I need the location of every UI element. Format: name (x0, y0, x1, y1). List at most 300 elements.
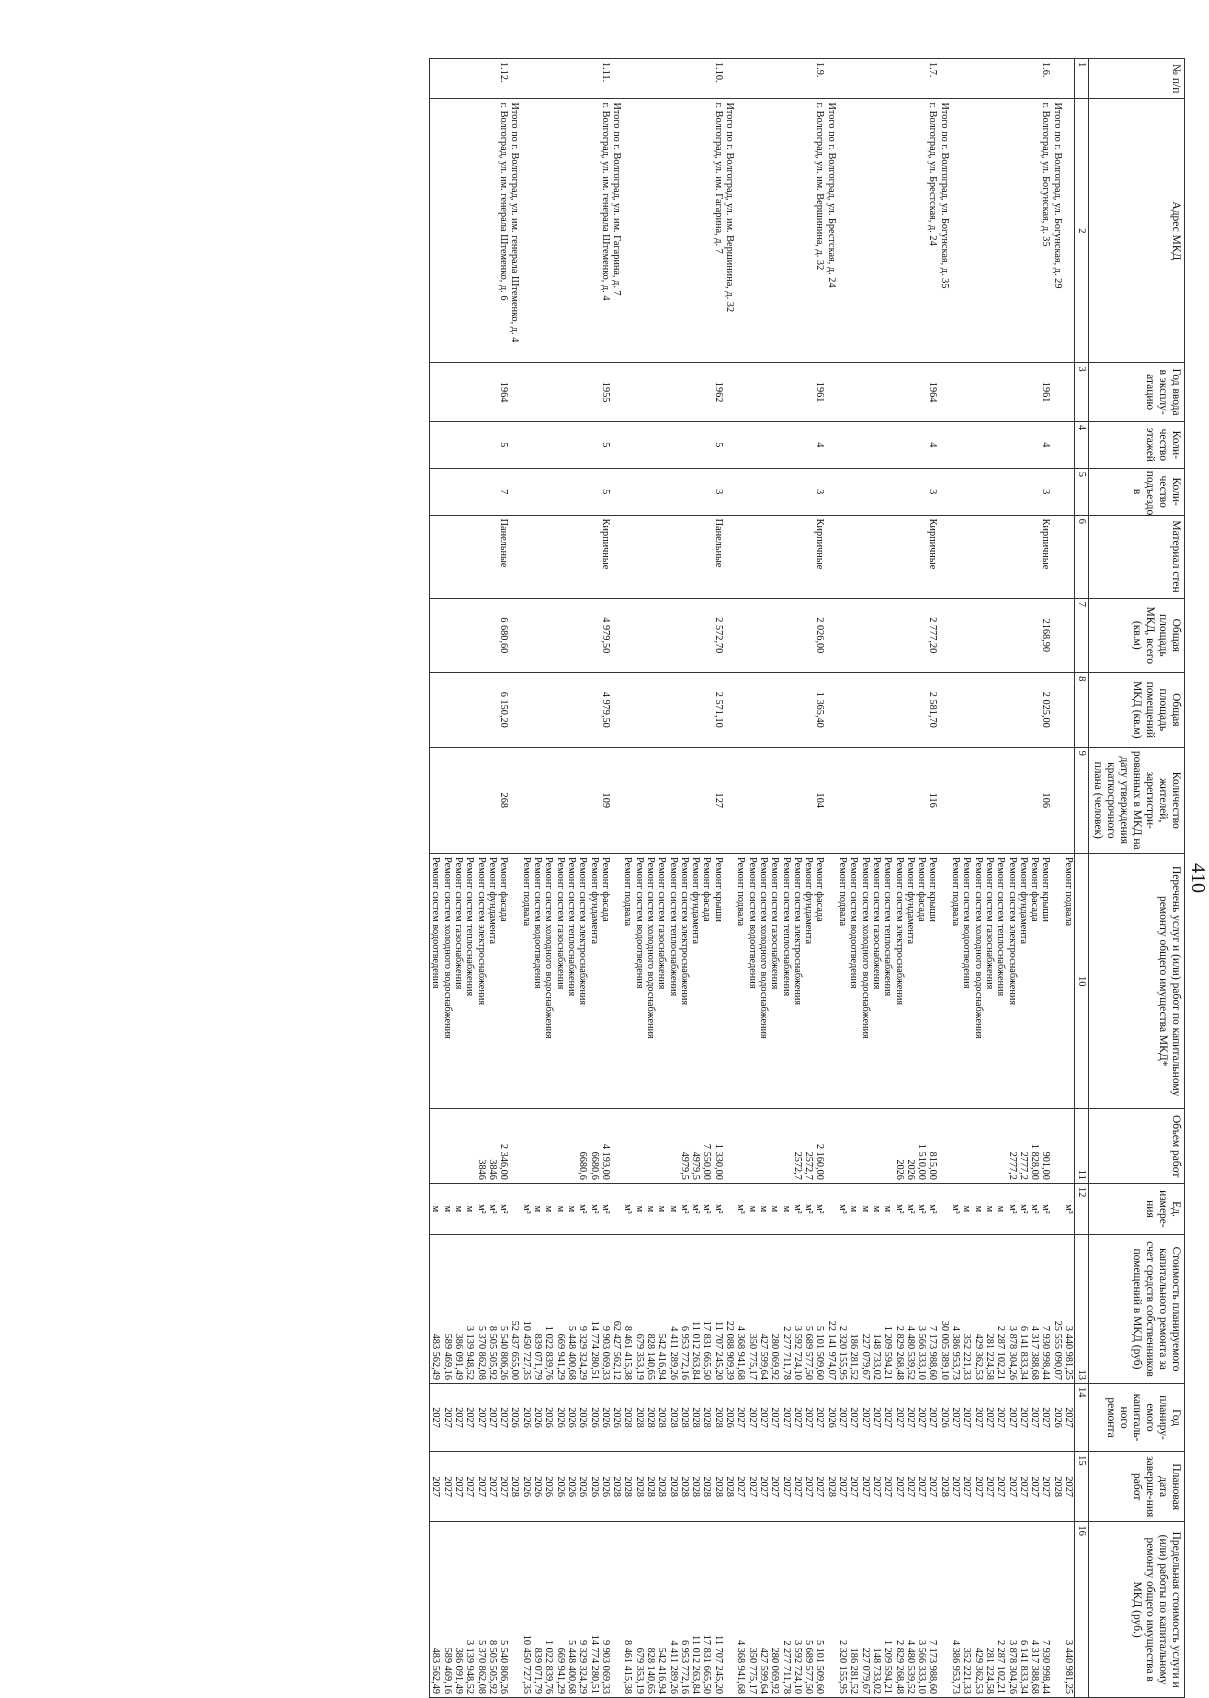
cell-residents (984, 747, 995, 853)
cell-unit: м² (498, 1183, 509, 1234)
cell-address (656, 99, 667, 363)
cell-row-number (667, 59, 678, 99)
cell-premises-area (984, 673, 995, 748)
table-row (1029, 59, 1040, 1698)
cell-entrances (679, 468, 690, 515)
cell-repair-cost: 352 221,33 (961, 1234, 972, 1383)
cell-floors (475, 421, 486, 468)
cell-row-number: 1.12. (498, 59, 509, 99)
capital-repair-table (429, 58, 1185, 1698)
cell-year-built (509, 363, 520, 422)
cell-repair-year: 2027 (984, 1383, 995, 1451)
cell-repair-cost: 5 101 509,60 (814, 1234, 825, 1383)
cell-floors: 5 (498, 421, 509, 468)
cell-year-built (566, 363, 577, 422)
cell-work-volume (882, 1109, 893, 1184)
cell-work-type: Ремонт фасада (814, 853, 825, 1108)
cell-year-built (1051, 363, 1062, 422)
cell-repair-cost: 22 141 974,07 (825, 1234, 836, 1383)
cell-residents (1018, 747, 1029, 853)
cell-year-built (611, 363, 622, 422)
cell-year-built (848, 363, 859, 422)
cell-row-number: 1.10. (713, 59, 724, 99)
cell-entrances (995, 468, 1006, 515)
cell-work-type: Ремонт систем водоотведения (430, 853, 442, 1108)
cell-work-type: Ремонт систем теплоснабжения (780, 853, 791, 1108)
cell-entrances (430, 468, 442, 515)
cell-residents (566, 747, 577, 853)
cell-max-cost: 9 329 324,29 (577, 1522, 588, 1698)
cell-floors (453, 421, 464, 468)
cell-wall-material (645, 515, 656, 598)
cell-max-cost: 5 370 862,08 (475, 1522, 486, 1698)
cell-entrances (984, 468, 995, 515)
cell-residents (735, 747, 746, 853)
cell-unit: м (984, 1183, 995, 1234)
cell-entrances (645, 468, 656, 515)
cell-completion-date: 2028 (633, 1452, 644, 1522)
cell-residents (961, 747, 972, 853)
cell-premises-area: 2 025,00 (1040, 673, 1051, 748)
cell-row-number (1051, 59, 1062, 99)
cell-completion-date: 2028 (724, 1452, 735, 1522)
cell-repair-year: 2027 (905, 1383, 916, 1451)
cell-floors (430, 421, 442, 468)
cell-work-type: Ремонт подвала (1063, 853, 1075, 1108)
cell-repair-cost: 483 562,49 (430, 1234, 442, 1383)
cell-repair-year: 2027 (995, 1383, 1006, 1451)
cell-unit: м² (803, 1183, 814, 1234)
cell-repair-year: 2026 (577, 1383, 588, 1451)
cell-entrances (746, 468, 757, 515)
cell-residents (509, 747, 520, 853)
cell-total-area (566, 598, 577, 673)
cell-total-area (1029, 598, 1040, 673)
cell-max-cost: 5 448 400,68 (566, 1522, 577, 1698)
cell-max-cost: 6 953 772,16 (679, 1522, 690, 1698)
cell-address (746, 99, 757, 363)
cell-year-built (792, 363, 803, 422)
cell-repair-cost: 2 320 155,95 (837, 1234, 848, 1383)
cell-entrances (566, 468, 577, 515)
table-row (475, 59, 486, 1698)
cell-entrances (882, 468, 893, 515)
cell-max-cost (509, 1522, 520, 1698)
cell-unit: м² (927, 1183, 938, 1234)
cell-residents (554, 747, 565, 853)
cell-max-cost: 227 079,67 (859, 1522, 870, 1698)
cell-completion-date: 2027 (1029, 1452, 1040, 1522)
cell-floors (950, 421, 961, 468)
cell-repair-year: 2026 (938, 1383, 949, 1451)
cell-total-area (554, 598, 565, 673)
cell-work-volume (464, 1109, 475, 1184)
cell-repair-cost: 17 831 665,50 (701, 1234, 712, 1383)
cell-work-type: Ремонт фундамента (487, 853, 498, 1108)
cell-work-volume: 2777,2 (1018, 1109, 1029, 1184)
cell-row-number (656, 59, 667, 99)
cell-repair-year: 2027 (735, 1383, 746, 1451)
cell-premises-area (769, 673, 780, 748)
cell-floors (577, 421, 588, 468)
cell-total-area (633, 598, 644, 673)
cell-premises-area (825, 673, 836, 748)
cell-wall-material (848, 515, 859, 598)
table-row (1040, 59, 1051, 1698)
cell-repair-cost: 227 079,67 (859, 1234, 870, 1383)
cell-wall-material (961, 515, 972, 598)
cell-work-type: Ремонт подвала (735, 853, 746, 1108)
cell-floors (701, 421, 712, 468)
cell-address: г. Волгоград, ул. Брестская, д. 24 (927, 99, 938, 363)
cell-max-cost: 148 733,02 (871, 1522, 882, 1698)
cell-repair-cost: 4 368 941,68 (735, 1234, 746, 1383)
cell-work-volume (837, 1109, 848, 1184)
cell-wall-material (633, 515, 644, 598)
cell-repair-cost: 280 069,92 (769, 1234, 780, 1383)
cell-wall-material (430, 515, 442, 598)
cell-row-number (577, 59, 588, 99)
cell-unit: м (746, 1183, 757, 1234)
table-row (792, 59, 803, 1698)
cell-max-cost (724, 1522, 735, 1698)
cell-floors (848, 421, 859, 468)
cell-year-built: 1961 (814, 363, 825, 422)
cell-work-type: Ремонт фасада (600, 853, 611, 1108)
cell-residents (1029, 747, 1040, 853)
cell-floors: 5 (600, 421, 611, 468)
cell-unit: м (769, 1183, 780, 1234)
cell-entrances (1029, 468, 1040, 515)
cell-unit: м² (1006, 1183, 1017, 1234)
cell-entrances: 3 (1040, 468, 1051, 515)
cell-row-number (916, 59, 927, 99)
cell-unit: м (566, 1183, 577, 1234)
cell-address (792, 99, 803, 363)
cell-year-built (837, 363, 848, 422)
cell-repair-cost: 186 281,52 (848, 1234, 859, 1383)
cell-year-built: 1962 (713, 363, 724, 422)
cell-premises-area: 2 571,10 (713, 673, 724, 748)
cell-address (961, 99, 972, 363)
cell-row-number (611, 59, 622, 99)
cell-row-number (464, 59, 475, 99)
cell-address (780, 99, 791, 363)
cell-entrances: 7 (498, 468, 509, 515)
cell-work-type: Ремонт подвала (837, 853, 848, 1108)
cell-repair-cost: 3 139 948,52 (464, 1234, 475, 1383)
cell-floors (441, 421, 452, 468)
cell-max-cost: 350 775,17 (746, 1522, 757, 1698)
cell-address (1029, 99, 1040, 363)
cell-work-type: Ремонт систем водоотведения (961, 853, 972, 1108)
cell-wall-material (984, 515, 995, 598)
cell-repair-cost: 2 277 711,78 (780, 1234, 791, 1383)
cell-floors (735, 421, 746, 468)
table-row (464, 59, 475, 1698)
cell-row-number (430, 59, 442, 99)
cell-row-number (859, 59, 870, 99)
cell-repair-year: 2027 (972, 1383, 983, 1451)
cell-entrances (701, 468, 712, 515)
cell-floors (803, 421, 814, 468)
cell-year-built (984, 363, 995, 422)
cell-completion-date: 2027 (984, 1452, 995, 1522)
header-cell: Коли-чество этажей (1089, 421, 1185, 468)
cell-repair-cost: 7 930 998,44 (1040, 1234, 1051, 1383)
cell-wall-material: Кирпичные (927, 515, 938, 598)
cell-floors (780, 421, 791, 468)
cell-floors (667, 421, 678, 468)
cell-work-type: Ремонт систем теплоснабжения (464, 853, 475, 1108)
cell-work-volume: 1 510,00 (916, 1109, 927, 1184)
cell-row-number (509, 59, 520, 99)
cell-work-volume (520, 1109, 531, 1184)
cell-max-cost: 10 450 727,35 (520, 1522, 531, 1698)
cell-max-cost: 589 469,16 (441, 1522, 452, 1698)
table-row (543, 59, 554, 1698)
cell-work-type: Ремонт систем электроснабжения (893, 853, 904, 1108)
cell-premises-area (441, 673, 452, 748)
cell-max-cost: 11 707 245,20 (713, 1522, 724, 1698)
cell-entrances (667, 468, 678, 515)
cell-total-area (1051, 598, 1062, 673)
table-row (600, 59, 611, 1698)
cell-repair-cost: 10 450 727,35 (520, 1234, 531, 1383)
cell-repair-cost: 1 022 839,76 (543, 1234, 554, 1383)
cell-premises-area (905, 673, 916, 748)
cell-work-type (509, 853, 520, 1108)
table-row (780, 59, 791, 1698)
cell-address: Итого по г. Волгоград, ул. им. Гагарина, д. 7 (611, 99, 622, 363)
table-row (984, 59, 995, 1698)
cell-row-number (588, 59, 599, 99)
cell-max-cost: 1 209 594,21 (882, 1522, 893, 1698)
cell-floors: 4 (1040, 421, 1051, 468)
cell-year-built: 1955 (600, 363, 611, 422)
cell-wall-material (837, 515, 848, 598)
cell-premises-area (758, 673, 769, 748)
cell-total-area (1018, 598, 1029, 673)
cell-unit: м (532, 1183, 543, 1234)
cell-row-number (679, 59, 690, 99)
cell-unit (509, 1183, 520, 1234)
cell-work-type: Ремонт систем холодного водоснабжения (645, 853, 656, 1108)
cell-completion-date: 2026 (543, 1452, 554, 1522)
cell-address (769, 99, 780, 363)
cell-year-built (758, 363, 769, 422)
cell-floors (690, 421, 701, 468)
cell-completion-date: 2028 (645, 1452, 656, 1522)
cell-repair-cost: 9 903 069,33 (600, 1234, 611, 1383)
cell-premises-area (837, 673, 848, 748)
column-number: 3 (1075, 363, 1089, 422)
cell-unit: м³ (622, 1183, 633, 1234)
cell-residents (611, 747, 622, 853)
cell-premises-area (487, 673, 498, 748)
table-row (713, 59, 724, 1698)
cell-row-number (554, 59, 565, 99)
cell-unit: м² (487, 1183, 498, 1234)
cell-entrances (1063, 468, 1075, 515)
column-number: 2 (1075, 99, 1089, 363)
cell-floors (1051, 421, 1062, 468)
cell-total-area (746, 598, 757, 673)
cell-wall-material (1018, 515, 1029, 598)
cell-entrances (961, 468, 972, 515)
cell-year-built (622, 363, 633, 422)
cell-total-area (520, 598, 531, 673)
cell-address (487, 99, 498, 363)
cell-repair-cost: 542 416,94 (656, 1234, 667, 1383)
cell-row-number (1006, 59, 1017, 99)
cell-work-type: Ремонт крыши (1040, 853, 1051, 1108)
cell-entrances (905, 468, 916, 515)
cell-unit: м (464, 1183, 475, 1234)
cell-premises-area (566, 673, 577, 748)
table-row (520, 59, 531, 1698)
cell-year-built (1029, 363, 1040, 422)
cell-repair-year: 2027 (1063, 1383, 1075, 1451)
cell-completion-date: 2027 (893, 1452, 904, 1522)
cell-residents (453, 747, 464, 853)
cell-row-number (441, 59, 452, 99)
cell-work-volume (441, 1109, 452, 1184)
cell-max-cost (1051, 1522, 1062, 1698)
cell-total-area (859, 598, 870, 673)
cell-row-number (950, 59, 961, 99)
cell-repair-cost: 427 599,64 (758, 1234, 769, 1383)
cell-year-built (656, 363, 667, 422)
cell-total-area (758, 598, 769, 673)
cell-work-volume (509, 1109, 520, 1184)
cell-premises-area (1006, 673, 1017, 748)
table-row (679, 59, 690, 1698)
cell-residents (441, 747, 452, 853)
cell-residents (825, 747, 836, 853)
cell-completion-date: 2027 (1040, 1452, 1051, 1522)
table-row (566, 59, 577, 1698)
cell-row-number (543, 59, 554, 99)
cell-unit: м³ (735, 1183, 746, 1234)
cell-repair-cost: 2 287 102,21 (995, 1234, 1006, 1383)
cell-premises-area (1051, 673, 1062, 748)
cell-entrances (758, 468, 769, 515)
table-row (905, 59, 916, 1698)
cell-year-built (780, 363, 791, 422)
total-row (1051, 59, 1062, 1698)
cell-completion-date: 2027 (859, 1452, 870, 1522)
cell-wall-material (667, 515, 678, 598)
cell-year-built (430, 363, 442, 422)
cell-work-type: Ремонт систем водоотведения (532, 853, 543, 1108)
cell-repair-cost: 6 141 833,34 (1018, 1234, 1029, 1383)
cell-completion-date: 2027 (905, 1452, 916, 1522)
cell-residents (701, 747, 712, 853)
cell-work-volume: 4 193,00 (600, 1109, 611, 1184)
cell-repair-year: 2027 (746, 1383, 757, 1451)
column-number-row (1075, 59, 1089, 1698)
cell-max-cost: 352 221,33 (961, 1522, 972, 1698)
column-number: 7 (1075, 598, 1089, 673)
cell-floors (825, 421, 836, 468)
cell-unit: м² (893, 1183, 904, 1234)
cell-premises-area (633, 673, 644, 748)
cell-address: г. Волгоград, ул. им. генерала Штеменко, д. 4 (600, 99, 611, 363)
cell-work-volume: 1 828,00 (1029, 1109, 1040, 1184)
table-row (859, 59, 870, 1698)
cell-total-area (780, 598, 791, 673)
cell-row-number (1029, 59, 1040, 99)
cell-entrances (803, 468, 814, 515)
cell-work-type: Ремонт фасада (1029, 853, 1040, 1108)
cell-unit: м (882, 1183, 893, 1234)
cell-row-number (905, 59, 916, 99)
cell-completion-date: 2027 (972, 1452, 983, 1522)
cell-wall-material (769, 515, 780, 598)
cell-max-cost: 3 878 304,26 (1006, 1522, 1017, 1698)
cell-address (667, 99, 678, 363)
cell-address (735, 99, 746, 363)
cell-total-area (735, 598, 746, 673)
cell-premises-area (453, 673, 464, 748)
cell-entrances (916, 468, 927, 515)
cell-row-number (893, 59, 904, 99)
cell-residents: 116 (927, 747, 938, 853)
cell-repair-year: 2027 (769, 1383, 780, 1451)
cell-residents: 268 (498, 747, 509, 853)
cell-wall-material (577, 515, 588, 598)
cell-completion-date: 2027 (882, 1452, 893, 1522)
cell-work-volume: 2572,7 (803, 1109, 814, 1184)
cell-max-cost (611, 1522, 622, 1698)
cell-entrances (769, 468, 780, 515)
cell-floors (938, 421, 949, 468)
cell-residents (769, 747, 780, 853)
cell-year-built (825, 363, 836, 422)
cell-work-volume: 815,00 (927, 1109, 938, 1184)
cell-total-area (509, 598, 520, 673)
cell-year-built (882, 363, 893, 422)
cell-repair-year: 2027 (893, 1383, 904, 1451)
cell-work-type: Ремонт систем холодного водоснабжения (441, 853, 452, 1108)
cell-row-number (837, 59, 848, 99)
cell-repair-year: 2028 (656, 1383, 667, 1451)
cell-work-type: Ремонт фасада (498, 853, 509, 1108)
cell-premises-area (803, 673, 814, 748)
cell-premises-area (859, 673, 870, 748)
cell-repair-cost: 5 370 862,08 (475, 1234, 486, 1383)
header-cell: Перечень услуг и (или) работ по капитальному ремонту общего имущества МКД* (1089, 853, 1185, 1108)
cell-address (916, 99, 927, 363)
cell-wall-material (487, 515, 498, 598)
cell-address (701, 99, 712, 363)
cell-premises-area (520, 673, 531, 748)
cell-unit: м (667, 1183, 678, 1234)
cell-entrances: 5 (600, 468, 611, 515)
cell-work-volume (859, 1109, 870, 1184)
column-number: 13 (1075, 1234, 1089, 1383)
cell-row-number (690, 59, 701, 99)
cell-unit: м (543, 1183, 554, 1234)
cell-repair-year: 2026 (600, 1383, 611, 1451)
cell-premises-area (893, 673, 904, 748)
cell-completion-date: 2028 (701, 1452, 712, 1522)
cell-work-type: Ремонт систем холодного водоснабжения (859, 853, 870, 1108)
cell-row-number (995, 59, 1006, 99)
cell-max-cost: 5 689 577,50 (803, 1522, 814, 1698)
cell-residents (859, 747, 870, 853)
